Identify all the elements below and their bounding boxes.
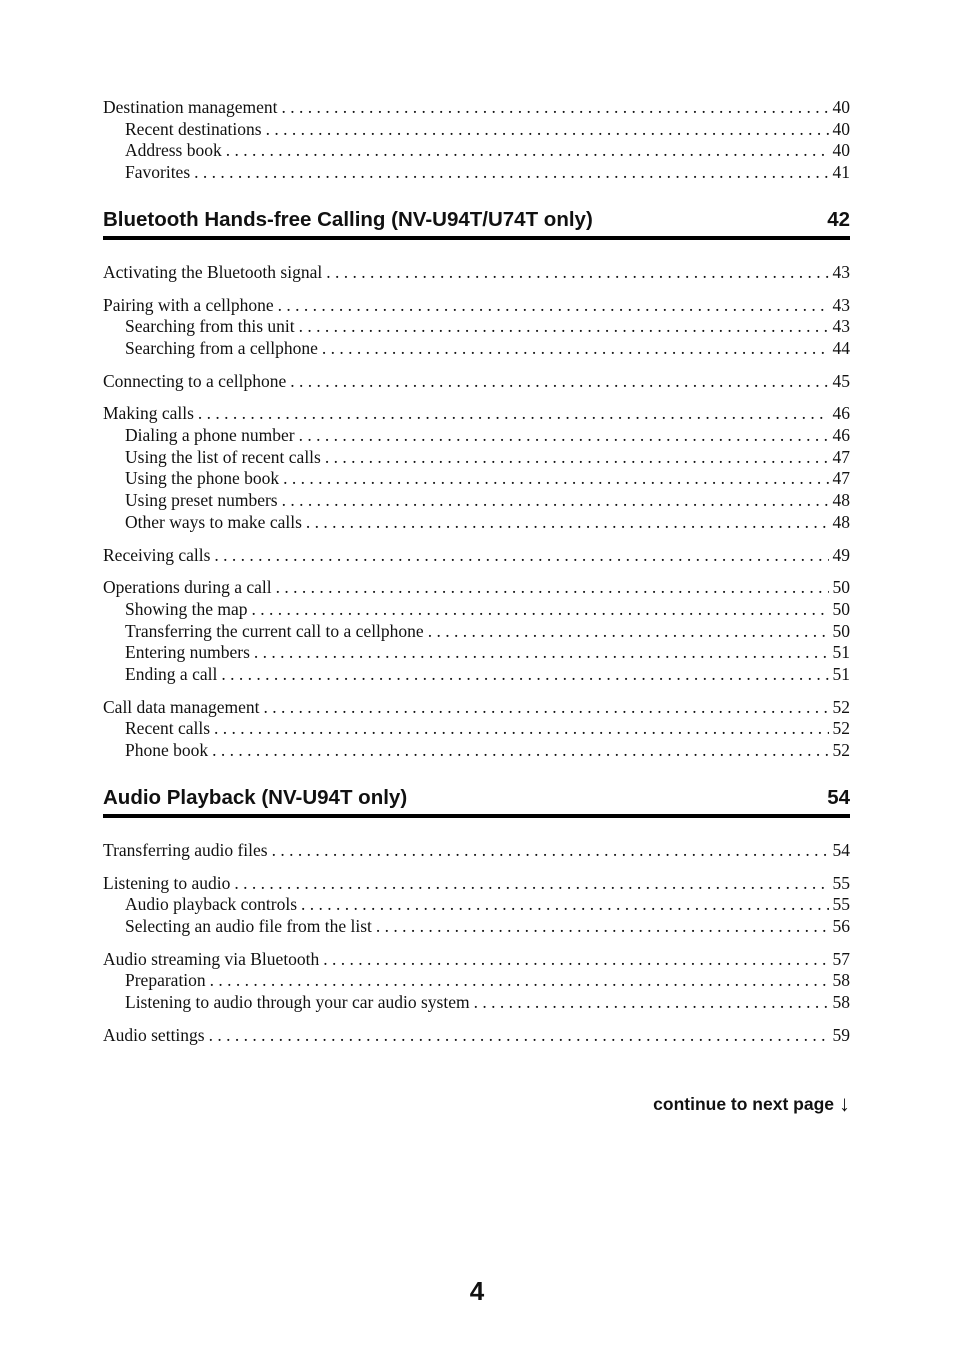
toc-subentry[interactable] — [103, 599, 850, 621]
toc-group — [103, 545, 850, 567]
toc-subentry[interactable] — [103, 447, 850, 469]
entry-page: 47 — [832, 468, 850, 489]
toc-subentry[interactable] — [103, 425, 850, 447]
dot-leader — [212, 740, 828, 762]
entry-page: 45 — [832, 370, 850, 391]
continue-note — [653, 1093, 850, 1115]
entry-page: 46 — [832, 425, 850, 446]
entry-label: Transferring the current call to a cellphone — [125, 620, 424, 641]
toc-subentry[interactable] — [103, 621, 850, 643]
entry-page: 46 — [832, 403, 850, 424]
toc-entry[interactable] — [103, 371, 850, 393]
entry-page: 40 — [832, 118, 850, 139]
dot-leader — [281, 97, 828, 119]
toc-subentry[interactable] — [103, 916, 850, 938]
entry-page: 48 — [832, 490, 850, 511]
entry-page: 50 — [832, 577, 850, 598]
entry-label: Address book — [125, 140, 222, 161]
arrow-down-icon: ↓ — [839, 1091, 850, 1116]
toc-group — [103, 262, 850, 284]
entry-page: 52 — [832, 740, 850, 761]
toc-entry[interactable] — [103, 97, 850, 119]
dot-leader — [234, 873, 828, 895]
entry-label: Dialing a phone number — [125, 425, 295, 446]
section-title: Audio Playback (NV-U94T only) — [103, 785, 408, 809]
dot-leader — [263, 697, 828, 719]
entry-label: Using preset numbers — [125, 490, 278, 511]
toc-entry[interactable] — [103, 840, 850, 862]
table-of-contents — [103, 97, 850, 1058]
entry-label: Call data management — [103, 696, 260, 717]
entry-page: 55 — [832, 872, 850, 893]
dot-leader — [290, 371, 828, 393]
entry-label: Receiving calls — [103, 544, 211, 565]
entry-label: Destination management — [103, 97, 278, 117]
toc-group — [103, 403, 850, 533]
toc-subentry[interactable] — [103, 718, 850, 740]
dot-leader — [254, 642, 829, 664]
entry-page: 50 — [832, 620, 850, 641]
toc-subentry[interactable] — [103, 490, 850, 512]
toc-subentry[interactable] — [103, 970, 850, 992]
entry-label: Selecting an audio file from the list — [125, 915, 372, 936]
entry-label: Preparation — [125, 970, 206, 991]
page-number: 4 — [469, 1276, 485, 1306]
entry-page: 51 — [832, 642, 850, 663]
dot-leader — [299, 425, 829, 447]
entry-page: 58 — [832, 992, 850, 1013]
dot-leader — [301, 894, 828, 916]
toc-subentry[interactable] — [103, 740, 850, 762]
dot-leader — [325, 447, 829, 469]
entry-label: Audio streaming via Bluetooth — [103, 948, 320, 969]
dot-leader — [326, 262, 828, 284]
dot-leader — [276, 577, 829, 599]
section-page: 54 — [827, 785, 850, 809]
entry-label: Listening to audio — [103, 872, 231, 893]
toc-entry[interactable] — [103, 577, 850, 599]
section-heading — [103, 786, 850, 818]
entry-page: 48 — [832, 511, 850, 532]
toc-group — [103, 1025, 850, 1047]
dot-leader — [299, 316, 829, 338]
entry-label: Recent calls — [125, 718, 211, 739]
toc-subentry[interactable] — [103, 162, 850, 184]
dot-leader — [209, 1025, 829, 1047]
entry-label: Operations during a call — [103, 577, 272, 598]
section-title: Bluetooth Hands-free Calling (NV-U94T/U74T only) — [103, 207, 593, 231]
entry-label: Using the phone book — [125, 468, 280, 489]
dot-leader — [322, 338, 829, 360]
toc-group — [103, 873, 850, 938]
toc-entry[interactable] — [103, 545, 850, 567]
continue-text: continue to next page — [653, 1093, 834, 1114]
dot-leader — [306, 512, 829, 534]
entry-page: 43 — [832, 294, 850, 315]
entry-page: 51 — [832, 664, 850, 685]
dot-leader — [214, 718, 828, 740]
section-heading — [103, 208, 850, 240]
dot-leader — [214, 545, 828, 567]
entry-label: Audio playback controls — [125, 894, 298, 915]
dot-leader — [221, 664, 828, 686]
dot-leader — [252, 599, 829, 621]
dot-leader — [198, 403, 829, 425]
dot-leader — [266, 119, 829, 141]
entry-label: Pairing with a cellphone — [103, 294, 274, 315]
toc-group — [103, 949, 850, 1014]
entry-page: 49 — [832, 544, 850, 565]
entry-page: 56 — [832, 915, 850, 936]
entry-label: Showing the map — [125, 598, 248, 619]
toc-subentry[interactable] — [103, 338, 850, 360]
dot-leader — [474, 992, 829, 1014]
entry-label: Other ways to make calls — [125, 511, 302, 532]
toc-entry[interactable] — [103, 403, 850, 425]
dot-leader — [194, 162, 828, 184]
dot-leader — [376, 916, 829, 938]
entry-label: Audio settings — [103, 1024, 205, 1045]
entry-page: 55 — [832, 894, 850, 915]
toc-group — [103, 295, 850, 360]
entry-label: Favorites — [125, 162, 191, 183]
dot-leader — [323, 949, 828, 971]
entry-label: Recent destinations — [125, 118, 262, 139]
toc-group — [103, 371, 850, 393]
toc-subentry[interactable] — [103, 894, 850, 916]
entry-label: Listening to audio through your car audio system — [125, 992, 470, 1013]
dot-leader — [226, 140, 829, 162]
entry-page: 58 — [832, 970, 850, 991]
toc-subentry[interactable] — [103, 992, 850, 1014]
entry-page: 43 — [832, 316, 850, 337]
toc-entry[interactable] — [103, 949, 850, 971]
toc-entry[interactable] — [103, 262, 850, 284]
entry-page: 47 — [832, 446, 850, 467]
dot-leader — [428, 621, 829, 643]
toc-subentry[interactable] — [103, 140, 850, 162]
toc-subentry[interactable] — [103, 119, 850, 141]
entry-label: Searching from this unit — [125, 316, 295, 337]
toc-subentry[interactable] — [103, 316, 850, 338]
entry-label: Entering numbers — [125, 642, 250, 663]
entry-label: Searching from a cellphone — [125, 337, 318, 358]
entry-page: 50 — [832, 598, 850, 619]
entry-label: Connecting to a cellphone — [103, 370, 287, 391]
toc-group — [103, 97, 850, 184]
entry-label: Transferring audio files — [103, 839, 268, 860]
toc-subentry[interactable] — [103, 642, 850, 664]
entry-page: 40 — [832, 97, 850, 117]
entry-label: Making calls — [103, 403, 194, 424]
dot-leader — [210, 970, 829, 992]
toc-entry[interactable] — [103, 295, 850, 317]
entry-page: 40 — [832, 140, 850, 161]
entry-page: 52 — [832, 718, 850, 739]
entry-page: 52 — [832, 696, 850, 717]
toc-group — [103, 697, 850, 762]
entry-page: 43 — [832, 261, 850, 282]
section-page: 42 — [827, 207, 850, 231]
entry-page: 44 — [832, 337, 850, 358]
toc-entry[interactable] — [103, 873, 850, 895]
toc-subentry[interactable] — [103, 664, 850, 686]
dot-leader — [283, 468, 828, 490]
toc-entry[interactable] — [103, 697, 850, 719]
toc-subentry[interactable] — [103, 468, 850, 490]
toc-entry[interactable] — [103, 1025, 850, 1047]
dot-leader — [278, 295, 829, 317]
entry-page: 57 — [832, 948, 850, 969]
entry-page: 41 — [832, 162, 850, 183]
toc-group — [103, 577, 850, 686]
entry-label: Ending a call — [125, 664, 218, 685]
dot-leader — [282, 490, 829, 512]
entry-label: Using the list of recent calls — [125, 446, 321, 467]
toc-group — [103, 840, 850, 862]
entry-page: 54 — [832, 839, 850, 860]
entry-label: Phone book — [125, 740, 209, 761]
entry-page: 59 — [832, 1024, 850, 1045]
entry-label: Activating the Bluetooth signal — [103, 261, 323, 282]
toc-subentry[interactable] — [103, 512, 850, 534]
dot-leader — [272, 840, 829, 862]
